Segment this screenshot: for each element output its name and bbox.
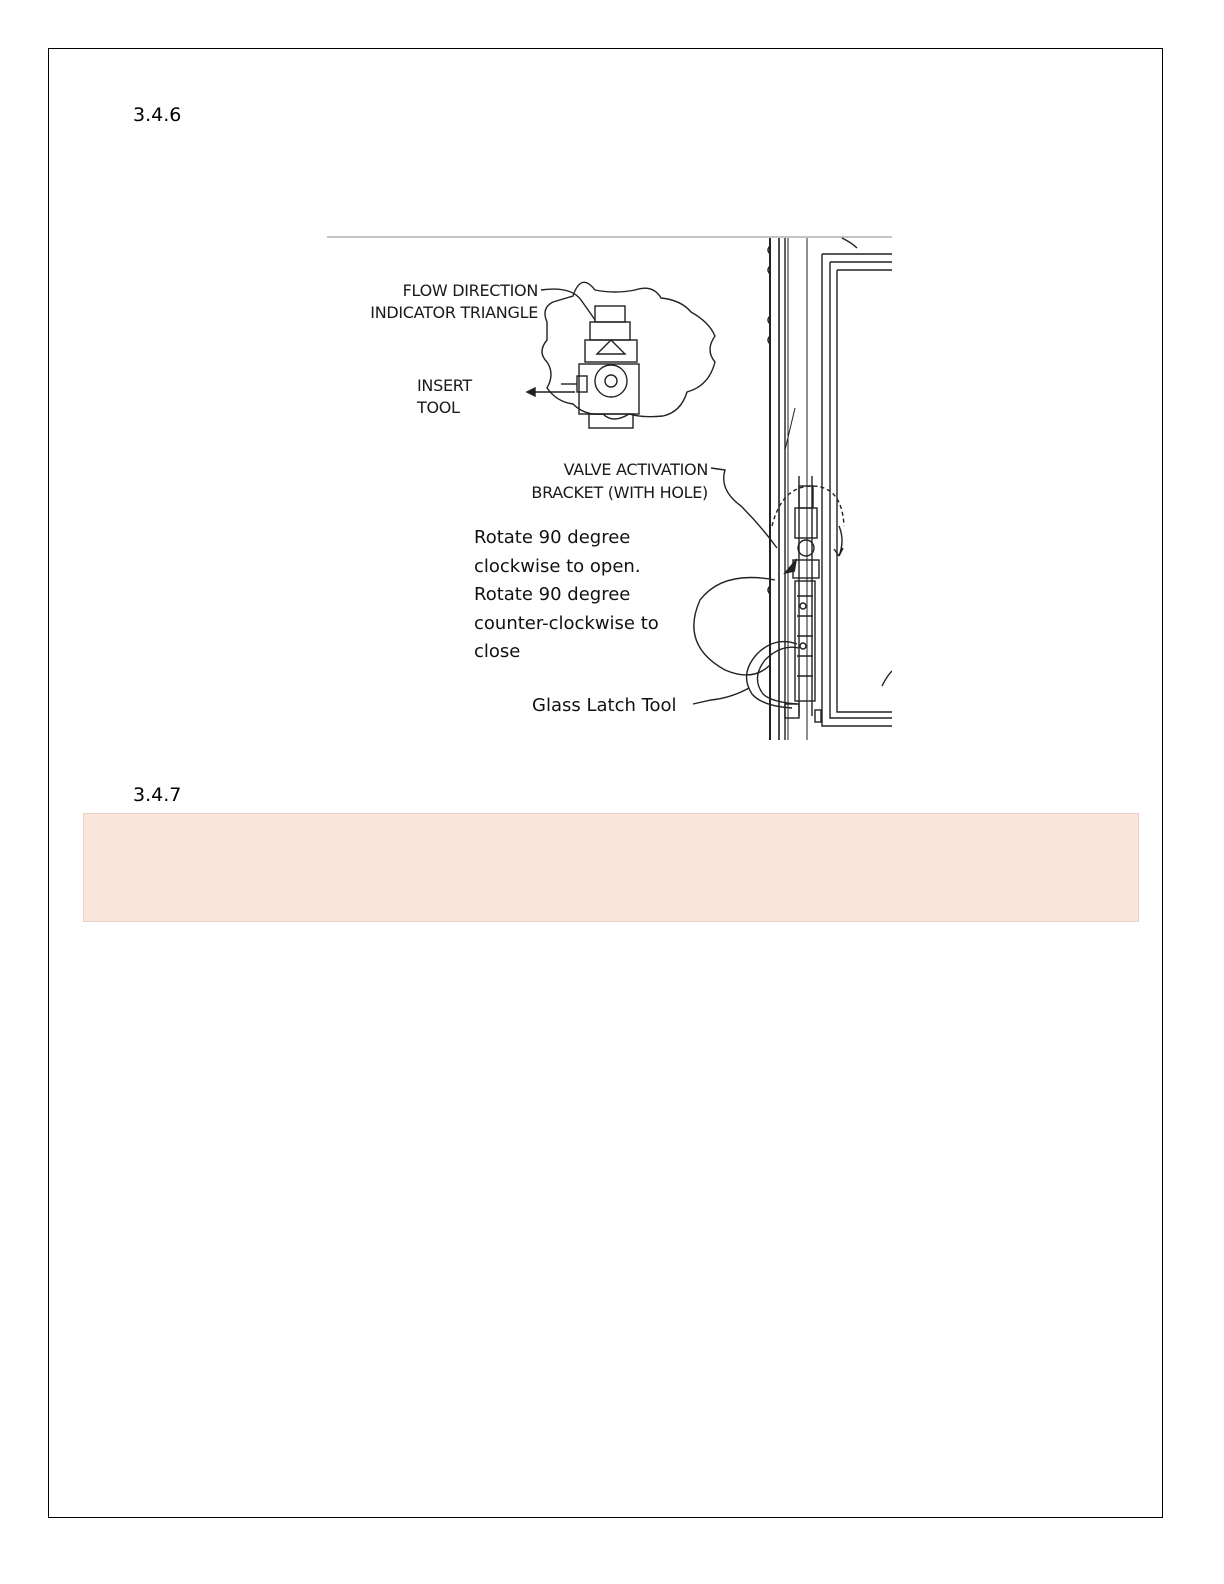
label-insert-tool-line2: TOOL	[417, 398, 460, 417]
section-number-3-4-7: 3.4.7	[133, 784, 182, 806]
highlighted-callout-box	[83, 813, 1139, 922]
rotate-note-line: Rotate 90 degree	[474, 584, 631, 605]
rotate-note-line: counter-clockwise to	[474, 612, 659, 634]
section-number-3-4-6: 3.4.6	[133, 104, 182, 126]
valve-diagram-figure	[327, 236, 892, 744]
label-glass-latch-tool: Glass Latch Tool	[532, 695, 677, 716]
rotate-instruction-note	[474, 524, 704, 667]
rotate-note-line: clockwise to open.	[474, 555, 641, 577]
label-flow-direction-line2: INDICATOR TRIANGLE	[370, 303, 538, 322]
rotate-note-line: Rotate 90 degree	[474, 527, 631, 548]
label-insert-tool-line1: INSERT	[417, 376, 472, 395]
label-valve-bracket-line1: VALVE ACTIVATION	[563, 460, 708, 479]
rotate-note-line: close	[474, 641, 521, 662]
label-flow-direction-line1: FLOW DIRECTION	[402, 281, 538, 300]
label-valve-bracket-line2: BRACKET (WITH HOLE)	[531, 483, 708, 502]
